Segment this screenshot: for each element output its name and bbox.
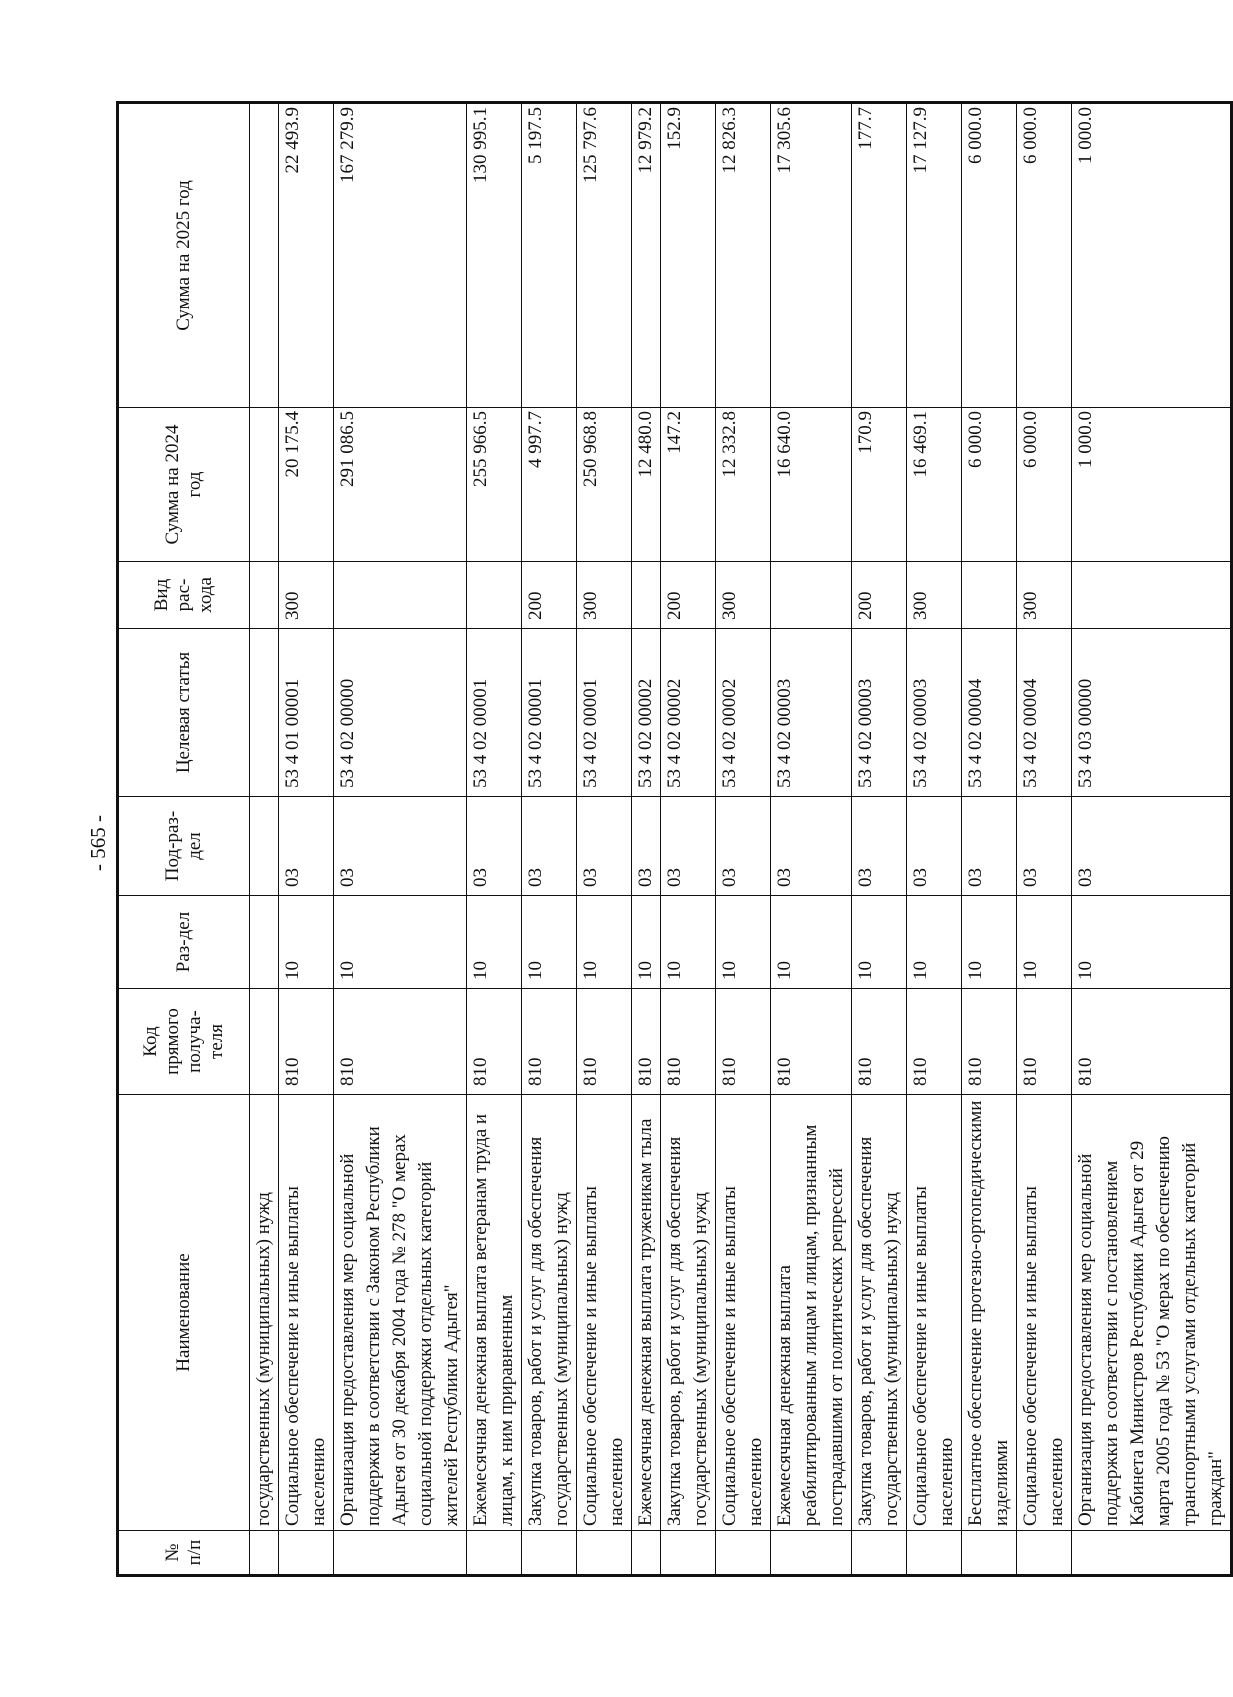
table-row [771,103,852,1576]
table-row [907,103,962,1576]
cell-sum-2025: 130 995.1 [467,103,522,408]
cell-expense: 300 [716,562,771,629]
cell-sum-2025: 6 000.0 [962,103,1017,408]
cell-subsection: 03 [907,797,962,896]
cell-section [250,896,279,989]
cell-target: 53 4 02 00001 [577,629,632,797]
cell-expense [962,562,1017,629]
table-row [577,103,632,1576]
cell-sum-2025: 152.9 [661,103,716,408]
budget-table [116,101,1233,1577]
cell-section: 10 [661,896,716,989]
cell-target: 53 4 02 00001 [467,629,522,797]
cell-sum-2025: 167 279.9 [334,103,467,408]
cell-target [250,629,279,797]
cell-name: Организация предоставления мер социальной поддержки в соответствии с Законом Республики Адыгея от 30 декабря 2004 года № 278 "О мерах социальной поддержки отдельных категорий жителей Республики Адыгея" [334,1095,467,1531]
cell-recipient: 810 [632,989,661,1095]
cell-expense [1072,562,1232,629]
cell-section: 10 [577,896,632,989]
cell-num [632,1531,661,1576]
cell-sum-2024 [250,408,279,562]
cell-subsection: 03 [852,797,907,896]
cell-sum-2024: 291 086.5 [334,408,467,562]
cell-expense: 300 [1017,562,1072,629]
table-row [1072,103,1232,1576]
cell-recipient: 810 [522,989,577,1095]
cell-name: Социальное обеспечение и иные выплаты населению [716,1095,771,1531]
header-section: Раз-дел [118,896,250,989]
cell-sum-2024: 147.2 [661,408,716,562]
cell-section: 10 [334,896,467,989]
cell-section: 10 [771,896,852,989]
cell-target: 53 4 02 00001 [522,629,577,797]
cell-name: Социальное обеспечение и иные выплаты населению [279,1095,334,1531]
cell-name: Организация предоставления мер социальной поддержки в соответствии с постановлением Кабинета Министров Республики Адыгея от 29 марта 2005 года № 53 "О мерах по обеспечению транспортными услугами отдельных категорий граждан" [1072,1095,1232,1531]
cell-subsection: 03 [279,797,334,896]
header-target: Целевая статья [118,629,250,797]
cell-name: Социальное обеспечение и иные выплаты населению [577,1095,632,1531]
cell-sum-2024: 6 000.0 [962,408,1017,562]
cell-sum-2024: 12 480.0 [632,408,661,562]
header-num: № п/п [118,1531,250,1576]
cell-name: Закупка товаров, работ и услуг для обеспечения государственных (муниципальных) нужд [661,1095,716,1531]
cell-sum-2025: 17 305.6 [771,103,852,408]
cell-target: 53 4 01 00001 [279,629,334,797]
cell-num [852,1531,907,1576]
cell-section: 10 [852,896,907,989]
cell-sum-2025: 5 197.5 [522,103,577,408]
cell-recipient: 810 [1072,989,1232,1095]
cell-target: 53 4 03 00000 [1072,629,1232,797]
cell-expense: 200 [522,562,577,629]
cell-name: Закупка товаров, работ и услуг для обеспечения государственных (муниципальных) нужд [852,1095,907,1531]
cell-recipient: 810 [962,989,1017,1095]
cell-expense: 200 [852,562,907,629]
cell-subsection: 03 [467,797,522,896]
header-subsection: Под-раз-дел [118,797,250,896]
cell-num [1072,1531,1232,1576]
cell-recipient: 810 [1017,989,1072,1095]
cell-num [467,1531,522,1576]
cell-num [250,1531,279,1576]
table-row [716,103,771,1576]
cell-sum-2024: 20 175.4 [279,408,334,562]
table-body [250,103,1232,1576]
cell-subsection: 03 [771,797,852,896]
cell-num [334,1531,467,1576]
cell-subsection: 03 [1017,797,1072,896]
cell-name: Ежемесячная денежная выплата реабилитированным лицам и лицам, признанным пострадавшими от политических репрессий [771,1095,852,1531]
cell-name: Закупка товаров, работ и услуг для обеспечения государственных (муниципальных) нужд [522,1095,577,1531]
cell-recipient: 810 [771,989,852,1095]
cell-expense [771,562,852,629]
cell-subsection [250,797,279,896]
cell-recipient: 810 [577,989,632,1095]
cell-target: 53 4 02 00000 [334,629,467,797]
cell-num [1017,1531,1072,1576]
cell-sum-2025: 12 979.2 [632,103,661,408]
cell-recipient: 810 [661,989,716,1095]
rotated-budget-table-wrapper [116,104,1226,1577]
header-recipient: Код прямого получа-теля [118,989,250,1095]
header-name: Наименование [118,1095,250,1531]
cell-expense [632,562,661,629]
cell-expense [334,562,467,629]
cell-target: 53 4 02 00003 [771,629,852,797]
table-row [852,103,907,1576]
cell-sum-2025: 125 797.6 [577,103,632,408]
cell-recipient: 810 [279,989,334,1095]
page-number: - 565 - [86,815,110,871]
cell-sum-2024: 255 966.5 [467,408,522,562]
cell-name: Ежемесячная денежная выплата труженикам тыла [632,1095,661,1531]
cell-num [907,1531,962,1576]
cell-sum-2024: 170.9 [852,408,907,562]
cell-name: Социальное обеспечение и иные выплаты населению [907,1095,962,1531]
cell-name: Ежемесячная денежная выплата ветеранам труда и лицам, к ним приравненным [467,1095,522,1531]
cell-num [577,1531,632,1576]
cell-section: 10 [1072,896,1232,989]
cell-sum-2024: 1 000.0 [1072,408,1232,562]
cell-subsection: 03 [661,797,716,896]
cell-recipient: 810 [467,989,522,1095]
cell-subsection: 03 [1072,797,1232,896]
cell-subsection: 03 [334,797,467,896]
table-row [279,103,334,1576]
cell-num [771,1531,852,1576]
cell-target: 53 4 02 00002 [661,629,716,797]
cell-num [716,1531,771,1576]
cell-sum-2024: 12 332.8 [716,408,771,562]
table-row [962,103,1017,1576]
table-row [467,103,522,1576]
header-sum-2024: Сумма на 2024 год [118,408,250,562]
cell-expense [467,562,522,629]
cell-expense: 300 [577,562,632,629]
cell-section: 10 [279,896,334,989]
cell-sum-2024: 16 640.0 [771,408,852,562]
cell-expense: 300 [279,562,334,629]
header-sum-2025: Сумма на 2025 год [118,103,250,408]
table-row [250,103,279,1576]
table-row [334,103,467,1576]
cell-subsection: 03 [632,797,661,896]
cell-section: 10 [962,896,1017,989]
cell-expense [250,562,279,629]
cell-num [522,1531,577,1576]
cell-name: Социальное обеспечение и иные выплаты населению [1017,1095,1072,1531]
cell-subsection: 03 [962,797,1017,896]
cell-recipient: 810 [852,989,907,1095]
cell-sum-2025 [250,103,279,408]
table-row [661,103,716,1576]
cell-section: 10 [467,896,522,989]
cell-sum-2025: 12 826.3 [716,103,771,408]
cell-recipient: 810 [907,989,962,1095]
table-row [632,103,661,1576]
cell-section: 10 [907,896,962,989]
cell-target: 53 4 02 00002 [632,629,661,797]
table-row [1017,103,1072,1576]
cell-subsection: 03 [577,797,632,896]
cell-subsection: 03 [716,797,771,896]
cell-sum-2024: 250 968.8 [577,408,632,562]
cell-sum-2025: 6 000.0 [1017,103,1072,408]
cell-sum-2025: 1 000.0 [1072,103,1232,408]
cell-sum-2025: 17 127.9 [907,103,962,408]
cell-recipient: 810 [716,989,771,1095]
table-row [522,103,577,1576]
cell-recipient: 810 [334,989,467,1095]
cell-section: 10 [1017,896,1072,989]
cell-target: 53 4 02 00004 [1017,629,1072,797]
cell-name: Бесплатное обеспечение протезно-ортопедическими изделиями [962,1095,1017,1531]
cell-sum-2024: 16 469.1 [907,408,962,562]
cell-target: 53 4 02 00003 [907,629,962,797]
cell-sum-2024: 6 000.0 [1017,408,1072,562]
cell-target: 53 4 02 00003 [852,629,907,797]
cell-sum-2024: 4 997.7 [522,408,577,562]
cell-section: 10 [522,896,577,989]
cell-target: 53 4 02 00004 [962,629,1017,797]
cell-target: 53 4 02 00002 [716,629,771,797]
cell-section: 10 [716,896,771,989]
table-header-row [118,103,250,1576]
cell-sum-2025: 22 493.9 [279,103,334,408]
cell-recipient [250,989,279,1095]
cell-num [962,1531,1017,1576]
header-expense: Вид рас-хода [118,562,250,629]
cell-section: 10 [632,896,661,989]
cell-num [279,1531,334,1576]
cell-subsection: 03 [522,797,577,896]
cell-expense: 200 [661,562,716,629]
cell-sum-2025: 177.7 [852,103,907,408]
cell-name: государственных (муниципальных) нужд [250,1095,279,1531]
cell-expense: 300 [907,562,962,629]
cell-num [661,1531,716,1576]
